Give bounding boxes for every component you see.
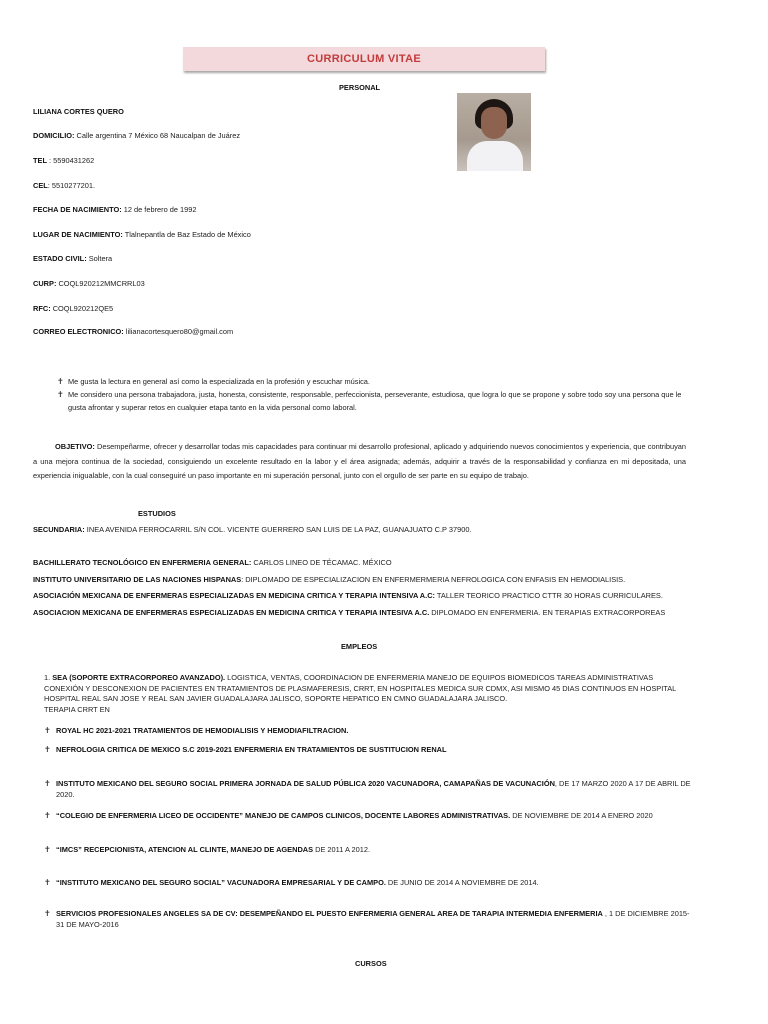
- study-item: [33, 558, 392, 567]
- field-tel: [33, 156, 94, 165]
- field-label: FECHA DE NACIMIENTO:: [33, 205, 122, 214]
- field-value: COQL920212MMCRRL03: [56, 279, 145, 288]
- job-label: “INSTITUTO MEXICANO DEL SEGURO SOCIAL” VACUNADORA EMPRESARIAL Y DE CAMPO.: [56, 878, 386, 887]
- objective-label: OBJETIVO:: [55, 442, 95, 451]
- study-label: INSTITUTO UNIVERSITARIO DE LAS NACIONES HISPANAS: [33, 575, 242, 584]
- cross-bullet-icon: ✝: [44, 811, 51, 820]
- title-banner: [183, 47, 545, 71]
- personal-bullet: [57, 389, 689, 414]
- field-value: Soltera: [86, 254, 113, 263]
- job-text: DE 2011 A 2012.: [313, 845, 371, 854]
- field-value: COQL920212QE5: [50, 304, 114, 313]
- job-text: , DE 17 MARZO 2020 A 17 DE ABRIL DE 2020.: [56, 779, 691, 799]
- job-label: “COLEGIO DE ENFERMERIA LICEO DE OCCIDENTE” MANEJO DE CAMPOS CLINICOS, DOCENTE LABORES ADMINISTRATIVAS.: [56, 811, 511, 820]
- job-item-1: [44, 673, 694, 715]
- field-email: [33, 327, 233, 336]
- job-label: SERVICIOS PROFESIONALES ANGELES SA DE CV: DESEMPEÑANDO EL PUESTO ENFERMERIA GENERAL AREA DE TARAPIA INTERMEDIA ENFERMERIA: [56, 909, 603, 918]
- study-label: ASOCIACION MEXICANA DE ENFERMERAS ESPECIALIZADAS EN MEDICINA CRITICA Y TERAPIA INTESIVA A.C.: [33, 608, 430, 617]
- cross-bullet-icon: ✝: [57, 390, 64, 399]
- field-label: LUGAR DE NACIMIENTO:: [33, 230, 123, 239]
- personal-bullet: [57, 376, 689, 389]
- objective-text: Desempeñarme, ofrecer y desarrollar todas mis capacidades para continuar mi desarrollo profesional, aplicado y adquiriendo nuevos conocimientos y experiencia, que contribuyan a una mejora continua de la sociedad, consiguiendo un excelente resultado en la labor y el área asignada; además, adquirir a través de la responsabilidad y confianza en mi depositada, una experiencia inigualable, con la cual conseguiré un paso importante en mi superación personal, junto con el orgullo de ser parte en su equipo de trabajo.: [33, 442, 686, 480]
- job-text: , 1 DE DICIEMBRE 2015- 31 DE MAYO-2016: [56, 909, 690, 929]
- job-label: ROYAL HC 2021-2021 TRATAMIENTOS DE HEMODIALISIS Y HEMODIAFILTRACION.: [56, 726, 349, 735]
- document-title: CURRICULUM VITAE: [307, 53, 421, 65]
- study-value: INEA AVENIDA FERROCARRIL S/N COL. VICENTE GUERRERO SAN LUIS DE LA PAZ, GUANAJUATO C.P 37900.: [84, 525, 472, 534]
- job-label: “IMCS” RECEPCIONISTA, ATENCION AL CLINTE, MANEJO DE AGENDAS: [56, 845, 314, 854]
- cross-bullet-icon: ✝: [44, 845, 51, 854]
- job-item: [44, 878, 694, 889]
- job-label: NEFROLOGIA CRITICA DE MEXICO S.C 2019-2021 ENFERMERIA EN TRATAMIENTOS DE SUSTITUCION RENAL: [56, 745, 447, 754]
- person-name: LILIANA CORTES QUERO: [33, 107, 124, 116]
- job-text: DE NOVIEMBRE DE 2014 A ENERO 2020: [510, 811, 653, 820]
- field-label: RFC:: [33, 304, 51, 313]
- job-line: CONEXIÓN Y DESCONEXION DE PACIENTES EN TRATAMIENTOS DE PLASMAFERESIS, CRRT, EN HOSPITALES MEDICA SUR CDMX, ASI MISMO 45 DIAS CONTINUOS EN HOSPITAL: [44, 683, 677, 693]
- job-label: SEA (SOPORTE EXTRACORPOREO AVANZADO).: [52, 673, 226, 682]
- study-item: [33, 575, 625, 584]
- field-label: CURP:: [33, 279, 57, 288]
- field-domicilio: [33, 131, 240, 140]
- bullet-text: Me considero una persona trabajadora, justa, honesta, consistente, responsable, perfeccionista, perseverante, estudiosa, que logra lo que se propone y sobre todo soy una persona que le gusta afrontar y superar retos en cualquier etapa tanto en la vida personal como laboral.: [68, 390, 682, 412]
- job-item: [44, 726, 694, 737]
- study-value: DIPLOMADO EN ENFERMERIA. EN TERAPIAS EXTRACORPOREAS: [429, 608, 666, 617]
- field-curp: [33, 279, 145, 288]
- field-label: DOMICILIO:: [33, 131, 75, 140]
- job-item: [44, 811, 694, 822]
- profile-photo: [457, 93, 531, 171]
- study-label: BACHILLERATO TECNOLÓGICO EN ENFERMERIA GENERAL:: [33, 558, 252, 567]
- bullet-text: Me gusta la lectura en general así como la especializada en la profesión y escuchar música.: [68, 377, 370, 386]
- field-value: Calle argentina 7 México 68 Naucalpan de Juárez: [74, 131, 241, 140]
- job-item: [44, 779, 694, 800]
- job-text: DE JUNIO DE 2014 A NOVIEMBRE DE 2014.: [385, 878, 539, 887]
- study-item: [33, 525, 472, 534]
- field-value: Tlalnepantla de Baz Estado de México: [122, 230, 251, 239]
- study-value: : DIPLOMADO DE ESPECIALIZACION EN ENFERMERMERIA NEFROLOGICA CON ENFASIS EN HEMODIALISIS.: [241, 575, 626, 584]
- field-value: : 5590431262: [46, 156, 95, 165]
- section-title-personal: PERSONAL: [339, 83, 381, 92]
- field-label: CEL: [33, 181, 48, 190]
- job-item: [44, 845, 694, 856]
- field-lugar-nacimiento: [33, 230, 251, 239]
- job-text: LOGISTICA, VENTAS, COORDINACION DE ENFERMERIA MANEJO DE EQUIPOS BIOMEDICOS TAREAS ADMINISTRATIVAS: [225, 673, 654, 682]
- section-title-courses: CURSOS: [355, 959, 387, 968]
- field-cel: [33, 181, 95, 190]
- study-value: TALLER TEORICO PRACTICO CTTR 30 HORAS CURRICULARES.: [435, 591, 663, 600]
- section-title-studies: ESTUDIOS: [138, 509, 176, 518]
- field-value: lilianacortesquero80@gmail.com: [123, 327, 234, 336]
- field-rfc: [33, 304, 113, 313]
- field-label: CORREO ELECTRONICO:: [33, 327, 124, 336]
- study-value: CARLOS LINEO DE TÉCAMAC. MÉXICO: [251, 558, 392, 567]
- cross-bullet-icon: ✝: [44, 726, 51, 735]
- job-line: HOSPITAL REAL SAN JOSE Y REAL SAN JAVIER GUADALAJARA JALISCO, SOPORTE HEPATICO EN CMNO GUADALAJARA JALISCO.: [44, 694, 508, 703]
- cross-bullet-icon: ✝: [57, 377, 64, 386]
- field-value: 12 de febrero de 1992: [121, 205, 197, 214]
- job-number: 1.: [44, 673, 53, 682]
- study-label: ASOCIACIÓN MEXICANA DE ENFERMERAS ESPECIALIZADAS EN MEDICINA CRITICA Y TERAPIA INTENSIVA A.C:: [33, 591, 435, 600]
- study-item: [33, 591, 663, 600]
- job-item: [44, 745, 694, 756]
- field-value: : 5510277201.: [47, 181, 96, 190]
- field-fecha-nacimiento: [33, 205, 196, 214]
- cross-bullet-icon: ✝: [44, 745, 51, 754]
- cross-bullet-icon: ✝: [44, 878, 51, 887]
- job-line: TERAPIA CRRT EN: [44, 704, 110, 714]
- cross-bullet-icon: ✝: [44, 779, 51, 788]
- study-label: SECUNDARIA:: [33, 525, 85, 534]
- field-estado-civil: [33, 254, 112, 263]
- cross-bullet-icon: ✝: [44, 909, 51, 918]
- job-item: [44, 909, 694, 930]
- field-label: TEL: [33, 156, 47, 165]
- objective-paragraph: [33, 440, 686, 484]
- field-label: ESTADO CIVIL:: [33, 254, 87, 263]
- study-item: [33, 608, 665, 617]
- job-line: [44, 673, 694, 684]
- section-title-jobs: EMPLEOS: [341, 642, 378, 651]
- job-label: INSTITUTO MEXICANO DEL SEGURO SOCIAL PRIMERA JORNADA DE SALUD PÚBLICA 2020 VACUNADORA, CAMAPAÑAS DE VACUNACIÓN: [56, 779, 555, 788]
